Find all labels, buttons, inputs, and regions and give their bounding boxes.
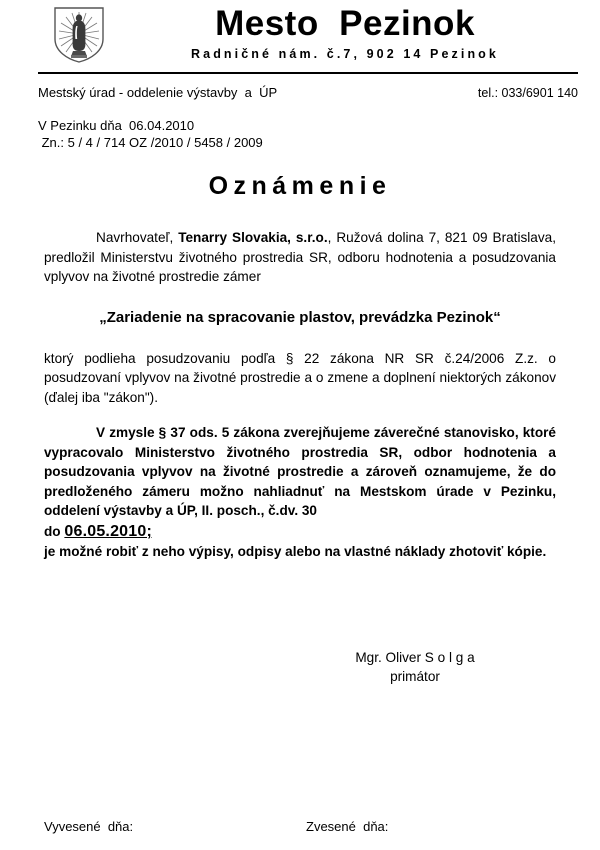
posting-footer (44, 818, 556, 835)
page-title: Mesto Pezinok (215, 4, 475, 43)
telephone-label: tel.: 033/6901 140 (477, 86, 578, 100)
letterhead (0, 0, 600, 72)
removed-on-label: Zvesené dňa: (306, 819, 389, 834)
department-row (38, 84, 578, 102)
paragraph-legal-basis: ktorý podlieha posudzovaniu podľa § 22 zákona NR SR č.24/2006 Z.z. o posudzovaní vplyvov na životné prostredie a o zmene a doplnení niektorých zákonov (ďalej iba "zákon"). (44, 350, 556, 405)
reference-block (38, 118, 578, 151)
signature-block (300, 648, 530, 686)
signatory-role: primátor (390, 669, 440, 684)
applicant-details: , Ružová dolina 7, 821 09 Bratislava, predložil Ministerstvu životného prostredia SR, odboru hodnotenia a posudzovania vplyvov na životné prostredie zámer (44, 230, 556, 284)
paragraph-copies: je možné robiť z neho výpisy, odpisy alebo na vlastné náklady zhotoviť kópie. (44, 543, 547, 559)
document-body (44, 228, 556, 561)
deadline-prefix: do (44, 523, 65, 539)
header-divider (38, 72, 578, 74)
deadline-date: 06.05.2010; (64, 522, 152, 540)
meta-block (38, 84, 578, 151)
project-subject-title: „Zariadenie na spracovanie plastov, prevádzka Pezinok“ (99, 308, 501, 326)
signatory-name: Mgr. Oliver S o l g a (355, 650, 475, 665)
posted-on-label: Vyvesené dňa: (44, 819, 134, 834)
paragraph-notice: V zmysle § 37 ods. 5 zákona zverejňujeme záverečné stanovisko, ktoré vypracovalo Ministerstvo životného prostredia SR, odbor hodnotenia a posudzovania vplyvov na životné prostredie a zároveň oznamujeme, že do predloženého zámeru možno nahliadnuť na Mestskom úrade v Pezinku, oddelení výstavby a ÚP, II. posch., č.dv. 30 (44, 425, 556, 518)
document-title: Oznámenie (208, 172, 392, 200)
pezinok-coat-of-arms-icon (53, 6, 105, 64)
applicant-lead-in: Navrhovateľ, (96, 230, 179, 245)
organization-block (110, 4, 580, 63)
organization-address: Radničné nám. č.7, 902 14 Pezinok (191, 47, 499, 61)
department-label: Mestský úrad - oddelenie výstavby a ÚP (38, 85, 278, 100)
applicant-company-name: Tenarry Slovakia, s.r.o. (178, 230, 328, 245)
place-and-date: V Pezinku dňa 06.04.2010 (38, 118, 195, 133)
file-number: Zn.: 5 / 4 / 714 OZ /2010 / 5458 / 2009 (38, 134, 263, 150)
deadline-line (44, 521, 556, 542)
paragraph-applicant (44, 228, 556, 287)
